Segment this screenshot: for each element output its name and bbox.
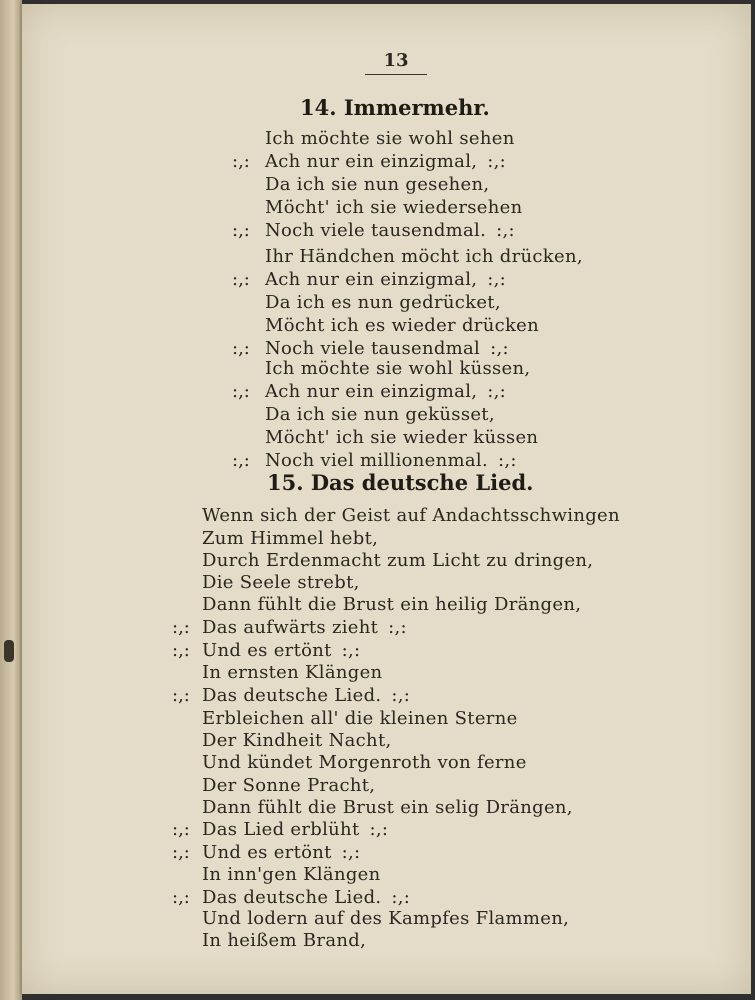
verse-line: Wenn sich der Geist auf Andachtsschwingen [202,505,620,526]
verse-line [265,269,506,290]
verse-line: Ich möchte sie wohl küssen, [265,358,531,379]
repeat-mark-open: :,: [232,381,250,402]
verse-line: Dann fühlt die Brust ein selig Drängen, [202,797,573,818]
facing-page-edge [0,0,22,1000]
verse-line: Und lodern auf des Kampfes Flammen, [202,908,570,929]
repeat-mark-close: :,: [498,450,517,471]
repeat-mark-close: :,: [490,338,509,359]
verse-line: Durch Erdenmacht zum Licht zu dringen, [202,550,594,571]
verse-line: In inn'gen Klängen [202,864,381,885]
verse-line-text: Das Lied erblüht [202,819,360,840]
verse-line: Die Seele strebt, [202,572,360,593]
verse-line: Ihr Händchen möcht ich drücken, [265,246,583,267]
verse-line [265,381,506,402]
verse-line: Dann fühlt die Brust ein heilig Drängen, [202,594,582,615]
verse-line: Der Sonne Pracht, [202,775,376,796]
repeat-mark-close: :,: [341,640,361,661]
verse-line-text: Das deutsche Lied. [202,887,382,908]
verse-line: Ich möchte sie wohl sehen [265,128,515,149]
verse-line-text: Noch viele tausendmal. [265,220,487,241]
verse-line: In heißem Brand, [202,930,367,951]
page-number: 13 [383,50,409,71]
verse-line: Erbleichen all' die kleinen Sterne [202,708,518,729]
repeat-mark-open: :,: [232,151,250,172]
verse-line [202,819,388,840]
verse-line-text: Ach nur ein einzigmal, [265,269,478,290]
repeat-mark-close: :,: [391,685,411,706]
verse-line: Möcht' ich sie wiedersehen [265,197,523,218]
verse-line-text: Ach nur ein einzigmal, [265,381,478,402]
repeat-mark-open: :,: [172,685,190,706]
repeat-mark-open: :,: [232,269,250,290]
repeat-mark-open: :,: [172,640,190,661]
verse-line: In ernsten Klängen [202,662,383,683]
verse-line-text: Noch viele tausendmal [265,338,481,359]
verse-line [265,151,506,172]
verse-line: Zum Himmel hebt, [202,528,379,549]
repeat-mark-close: :,: [369,819,389,840]
verse-line-text: Das aufwärts zieht [202,617,379,638]
verse-line: Möcht' ich sie wieder küssen [265,427,539,448]
repeat-mark-close: :,: [391,887,411,908]
song-15-title: 15. Das deutsche Lied. [267,470,534,495]
verse-line: Und kündet Morgenroth von ferne [202,752,527,773]
repeat-mark-close: :,: [341,842,361,863]
repeat-mark-open: :,: [172,887,190,908]
verse-line [202,617,407,638]
verse-line [265,220,515,241]
repeat-mark-open: :,: [172,617,190,638]
verse-line: Möcht ich es wieder drücken [265,315,540,336]
verse-line-text: Noch viel millionenmal. [265,450,488,471]
verse-line: Da ich es nun gedrücket, [265,292,501,313]
verse-line: Da ich sie nun geküsset, [265,404,495,425]
repeat-mark-close: :,: [487,151,507,172]
repeat-mark-close: :,: [388,617,407,638]
repeat-mark-open: :,: [232,220,250,241]
verse-line-text: Ach nur ein einzigmal, [265,151,478,172]
binding-mark [4,640,14,662]
verse-line-text: Das deutsche Lied. [202,685,382,706]
verse-line [202,640,360,661]
verse-line [202,887,410,908]
verse-line: Der Kindheit Nacht, [202,730,392,751]
repeat-mark-open: :,: [232,338,250,359]
repeat-mark-close: :,: [496,220,515,241]
song-14-title: 14. Immermehr. [300,95,490,120]
verse-line [265,450,517,471]
page-number-rule [365,74,427,75]
verse-line: Da ich sie nun gesehen, [265,174,490,195]
repeat-mark-open: :,: [172,819,190,840]
repeat-mark-open: :,: [232,450,250,471]
verse-line [265,338,509,359]
verse-line [202,685,410,706]
verse-line-text: Und es ertönt [202,842,332,863]
verse-line [202,842,360,863]
repeat-mark-close: :,: [487,381,507,402]
verse-line-text: Und es ertönt [202,640,332,661]
repeat-mark-open: :,: [172,842,190,863]
repeat-mark-close: :,: [487,269,507,290]
